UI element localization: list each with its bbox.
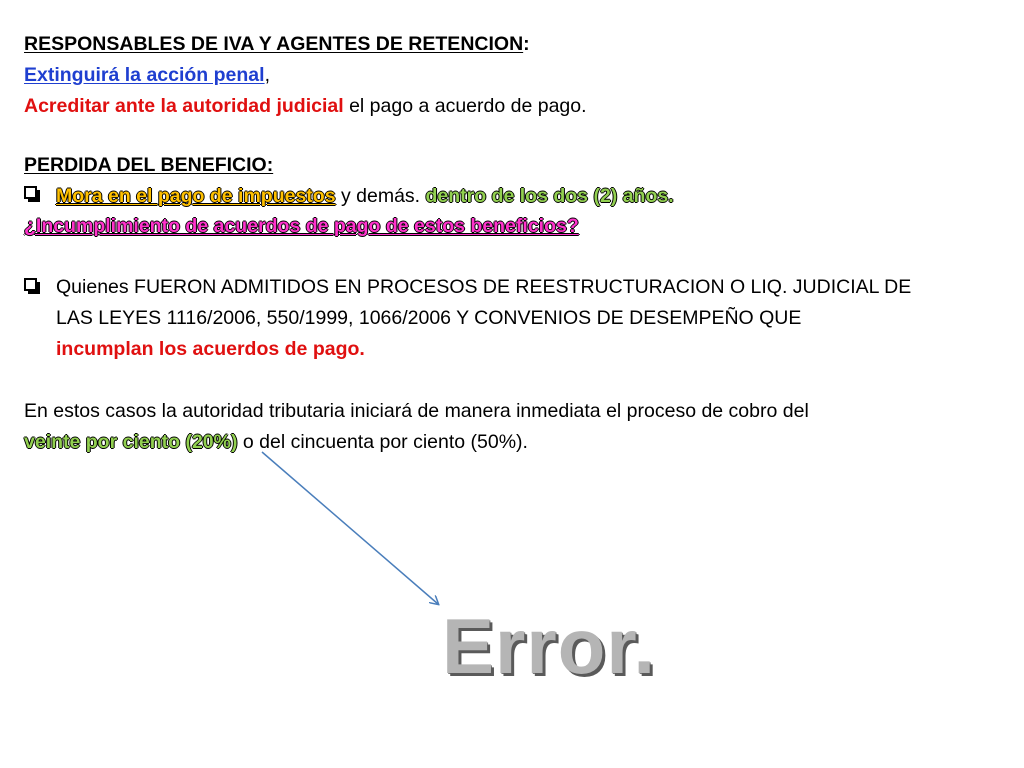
bullet-quienes-line2: LAS LEYES 1116/2006, 550/1999, 1066/2006 Y CONVENIOS DE DESEMPEÑO QUE bbox=[56, 307, 802, 329]
extinguira-text: Extinguirá la acción penal bbox=[24, 64, 265, 86]
bullet-quienes-line1: Quienes FUERON ADMITIDOS EN PROCESOS DE REESTRUCTURACION O LIQ. JUDICIAL DE bbox=[56, 276, 912, 298]
acreditar-rest-text: el pago a acuerdo de pago. bbox=[343, 95, 587, 117]
closing-line1: En estos casos la autoridad tributaria iniciará de manera inmediata el proceso de cobro del bbox=[24, 400, 809, 422]
bullet-quienes-red: incumplan los acuerdos de pago. bbox=[56, 338, 365, 360]
error-label: Error. bbox=[442, 602, 657, 690]
acreditar-red-text: Acreditar ante la autoridad judicial bbox=[24, 95, 344, 117]
question-incumplimiento: ¿Incumplimiento de acuerdos de pago de estos beneficios? bbox=[24, 215, 579, 237]
heading-perdida: PERDIDA DEL BENEFICIO: bbox=[24, 154, 274, 176]
extinguira-suffix: , bbox=[264, 64, 270, 86]
closing-rest-text: o del cincuenta por ciento (50%). bbox=[237, 431, 528, 453]
closing-green-text: veinte por ciento (20%) bbox=[24, 431, 238, 453]
mora-text: Mora en el pago de impuestos bbox=[56, 185, 336, 207]
mora-green-text: dentro de los dos (2) años. bbox=[425, 185, 674, 207]
heading-responsables-suffix: : bbox=[523, 33, 530, 55]
mora-middle-text: y demás. bbox=[335, 185, 426, 207]
arrow-line bbox=[262, 452, 438, 604]
heading-responsables-text: RESPONSABLES DE IVA Y AGENTES DE RETENCION bbox=[24, 33, 524, 55]
